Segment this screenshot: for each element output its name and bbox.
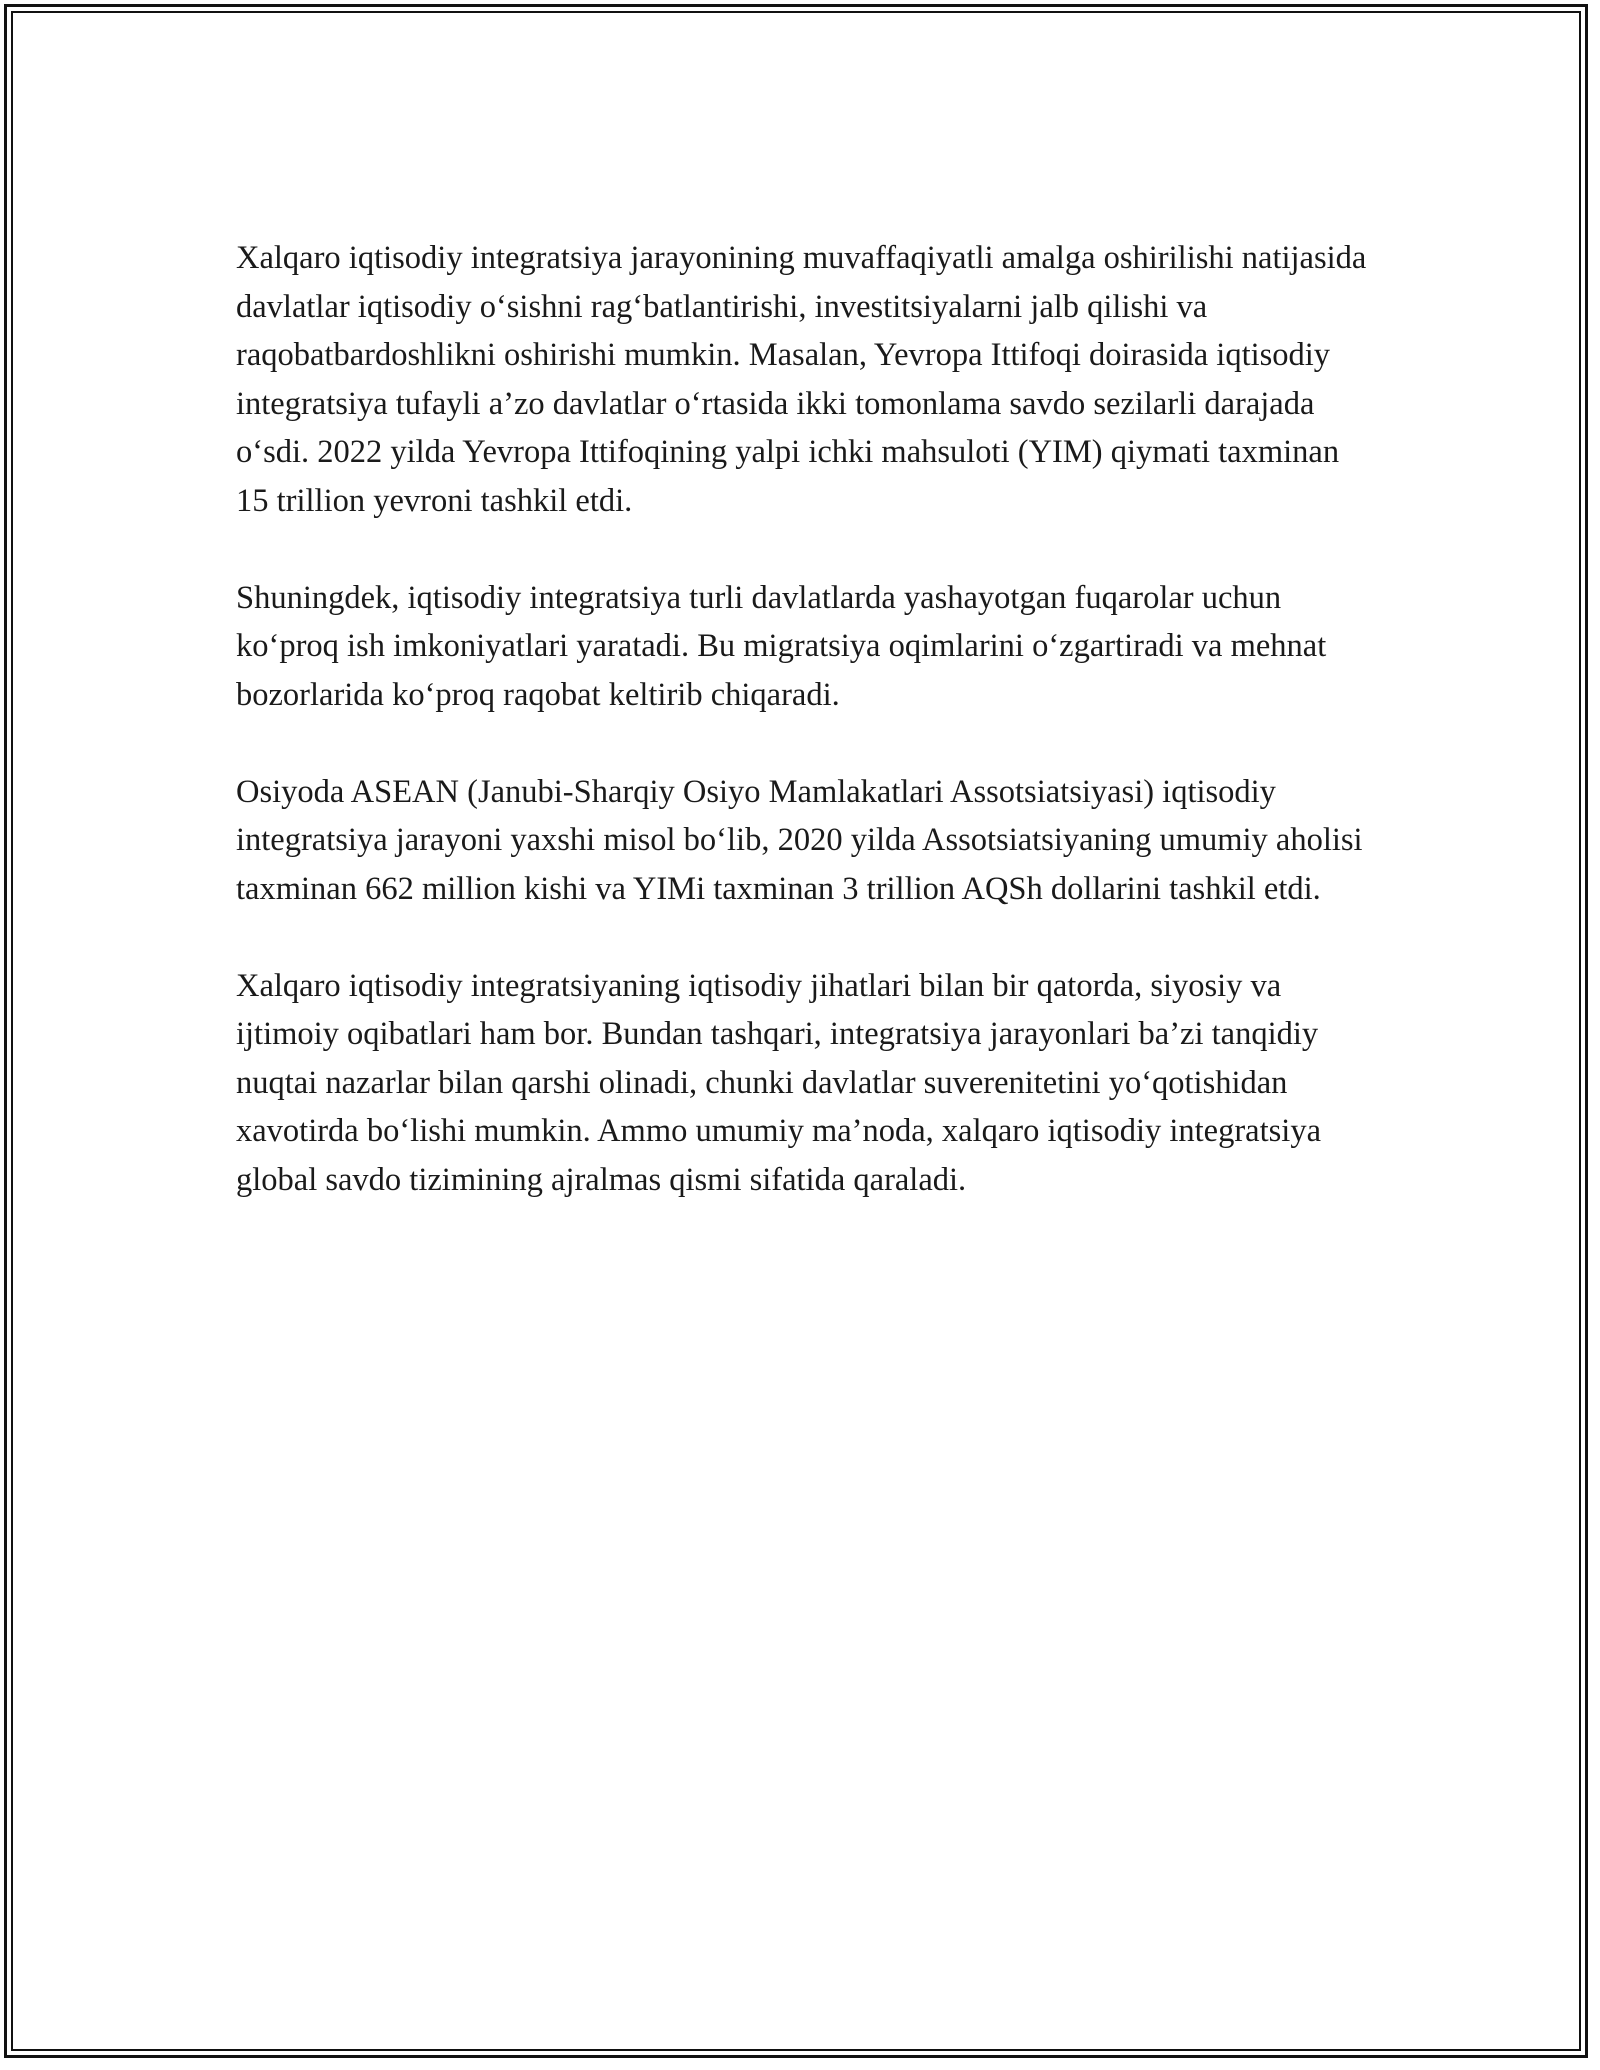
document-body — [236, 234, 1376, 1253]
paragraph-employment: Shuningdek, iqtisodiy integratsiya turli davlatlarda yashayotgan fuqarolar uchun ko‘proq ish imkoniyatlari yaratadi. Bu migratsiya oqimlarini o‘zgartiradi va mehnat bozorlarida ko‘proq raqobat keltirib chiqaradi. — [236, 579, 1327, 713]
paragraph-eu-integration: Xalqaro iqtisodiy integratsiya jarayonining muvaffaqiyatli amalga oshirilishi natijasida davlatlar iqtisodiy o‘sishni rag‘batlantirishi, investitsiyalarni jalb qilishi va raqobatbardoshlikni oshirishi mumkin. Masalan, Yevropa Ittifoqi doirasida iqtisodiy integratsiya tufayli a’zo davlatlar o‘rtasida ikki tomonlama savdo sezilarli darajada o‘sdi. 2022 yilda Yevropa Ittifoqining yalpi ichki mahsuloti (YIM) qiymati taxminan 15 trillion yevroni tashkil etdi. — [236, 240, 1367, 519]
paragraph-asean: Osiyoda ASEAN (Janubi-Sharqiy Osiyo Mamlakatlari Assotsiatsiyasi) iqtisodiy integratsiya jarayoni yaxshi misol bo‘lib, 2020 yilda Assotsiatsiyaning umumiy aholisi taxminan 662 million kishi va YIMi taxminan 3 trillion AQSh dollarini tashkil etdi. — [236, 773, 1363, 907]
paragraph-consequences: Xalqaro iqtisodiy integratsiyaning iqtisodiy jihatlari bilan bir qatorda, siyosiy va ijtimoiy oqibatlari ham bor. Bundan tashqari, integratsiya jarayonlari ba’zi tanqidiy nuqtai nazarlar bilan qarshi olinadi, chunki davlatlar suverenitetini yo‘qotishidan xavotirda bo‘lishi mumkin. Ammo umumiy ma’noda, xalqaro iqtisodiy integratsiya global savdo tizimining ajralmas qismi sifatida qaraladi. — [236, 967, 1321, 1198]
